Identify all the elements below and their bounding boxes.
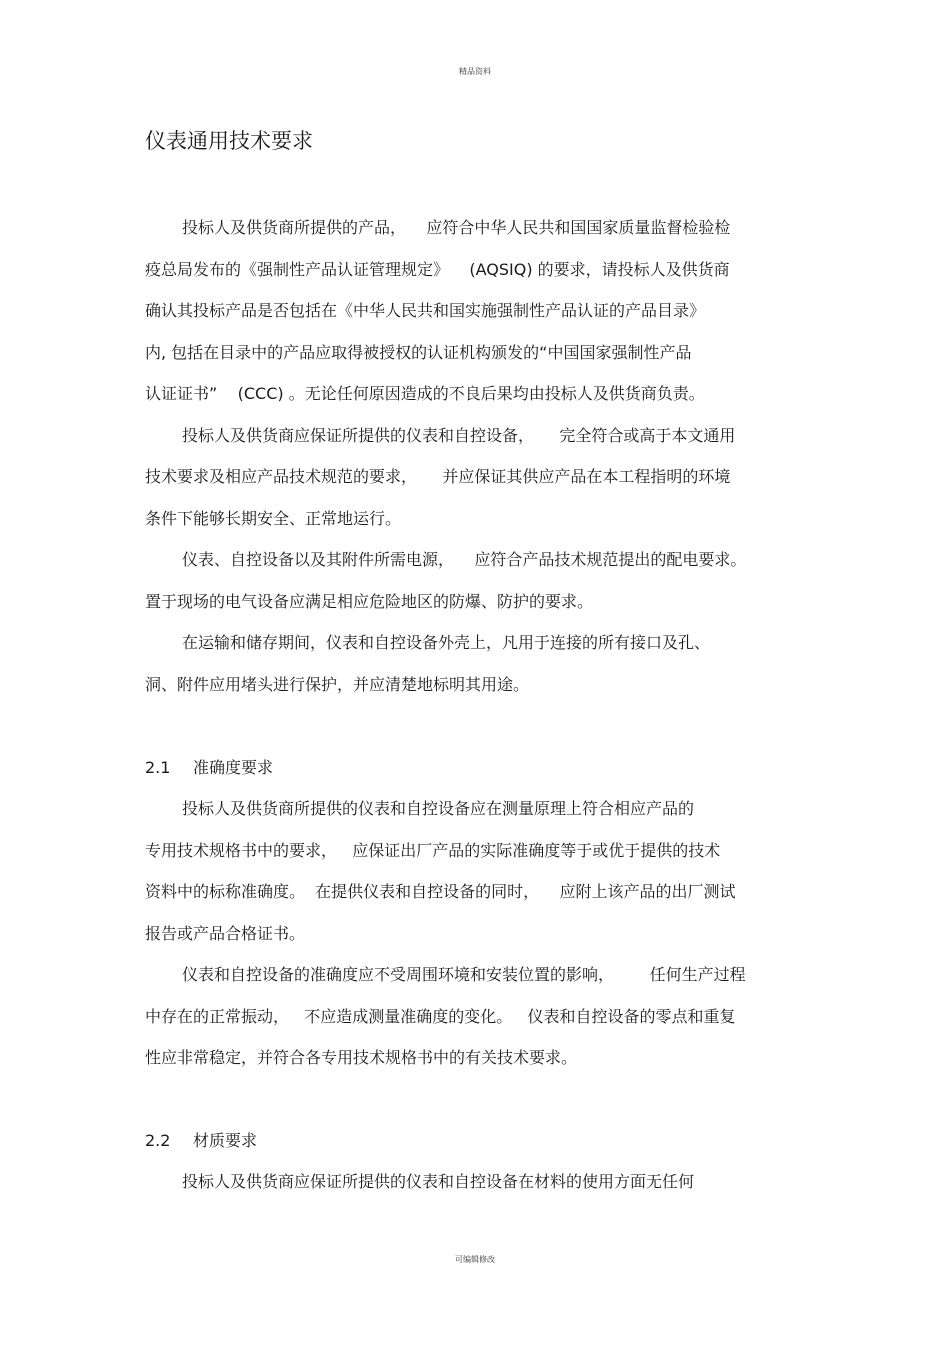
- paragraph-line: 性应非常稳定，并符合各专用技术规格书中的有关技术要求。: [145, 1048, 578, 1067]
- paragraph-line: 内, 包括在目录中的产品应取得被授权的认证机构颁发的“中国国家强制性产品: [145, 343, 692, 362]
- paragraph-line: 投标人及供货商所提供的仪表和自控设备应在测量原理上符合相应产品的: [182, 799, 695, 818]
- paragraph-line: 投标人及供货商应保证所提供的仪表和自控设备， 完全符合或高于本文通用: [182, 426, 736, 445]
- section-heading-2-2: [145, 1129, 257, 1153]
- paragraph-line: 投标人及供货商应保证所提供的仪表和自控设备在材料的使用方面无任何: [182, 1172, 695, 1191]
- paragraph-line: 报告或产品合格证书。: [145, 924, 306, 943]
- paragraph-line: 认证证书” (CCC) 。无论任何原因造成的不良后果均由投标人及供货商负责。: [145, 384, 705, 403]
- paragraph-line: 置于现场的电气设备应满足相应危险地区的防爆、防护的要求。: [145, 592, 594, 611]
- section-number: 2.2: [145, 1131, 171, 1150]
- paragraph-line: 投标人及供货商所提供的产品， 应符合中华人民共和国国家质量监督检验检: [182, 218, 731, 237]
- paragraph-line: 中存在的正常振动， 不应造成测量准确度的变化。 仪表和自控设备的零点和重复: [145, 1007, 736, 1026]
- document-title: 仪表通用技术要求: [145, 129, 313, 153]
- paragraph-line: 确认其投标产品是否包括在《中华人民共和国实施强制性产品认证的产品目录》: [145, 301, 706, 320]
- page-header-note: 精品资料: [459, 67, 491, 76]
- paragraph-line: 资料中的标称准确度。 在提供仪表和自控设备的同时， 应附上该产品的出厂测试: [145, 882, 736, 901]
- page-footer-note: 可编辑修改: [455, 1255, 495, 1264]
- paragraph-line: 条件下能够长期安全、正常地运行。: [145, 509, 402, 528]
- section-title: 准确度要求: [193, 758, 274, 777]
- paragraph-line: 技术要求及相应产品技术规范的要求， 并应保证其供应产品在本工程指明的环境: [145, 467, 731, 486]
- paragraph-line: 洞、附件应用堵头进行保护，并应清楚地标明其用途。: [145, 675, 530, 694]
- section-title: 材质要求: [193, 1131, 258, 1150]
- paragraph-line: 疫总局发布的《强制性产品认证管理规定》 (AQSIQ) 的要求，请投标人及供货商: [145, 260, 730, 279]
- paragraph-line: 仪表和自控设备的准确度应不受周围环境和安装位置的影响， 任何生产过程: [182, 965, 746, 984]
- paragraph-line: 专用技术规格书中的要求， 应保证出厂产品的实际准确度等于或优于提供的技术: [145, 841, 721, 860]
- section-number: 2.1: [145, 758, 171, 777]
- paragraph-line: 在运输和储存期间，仪表和自控设备外壳上，凡用于连接的所有接口及孔、: [182, 633, 711, 652]
- section-heading-2-1: [145, 756, 273, 780]
- paragraph-line: 仪表、自控设备以及其附件所需电源， 应符合产品技术规范提出的配电要求。: [182, 550, 747, 569]
